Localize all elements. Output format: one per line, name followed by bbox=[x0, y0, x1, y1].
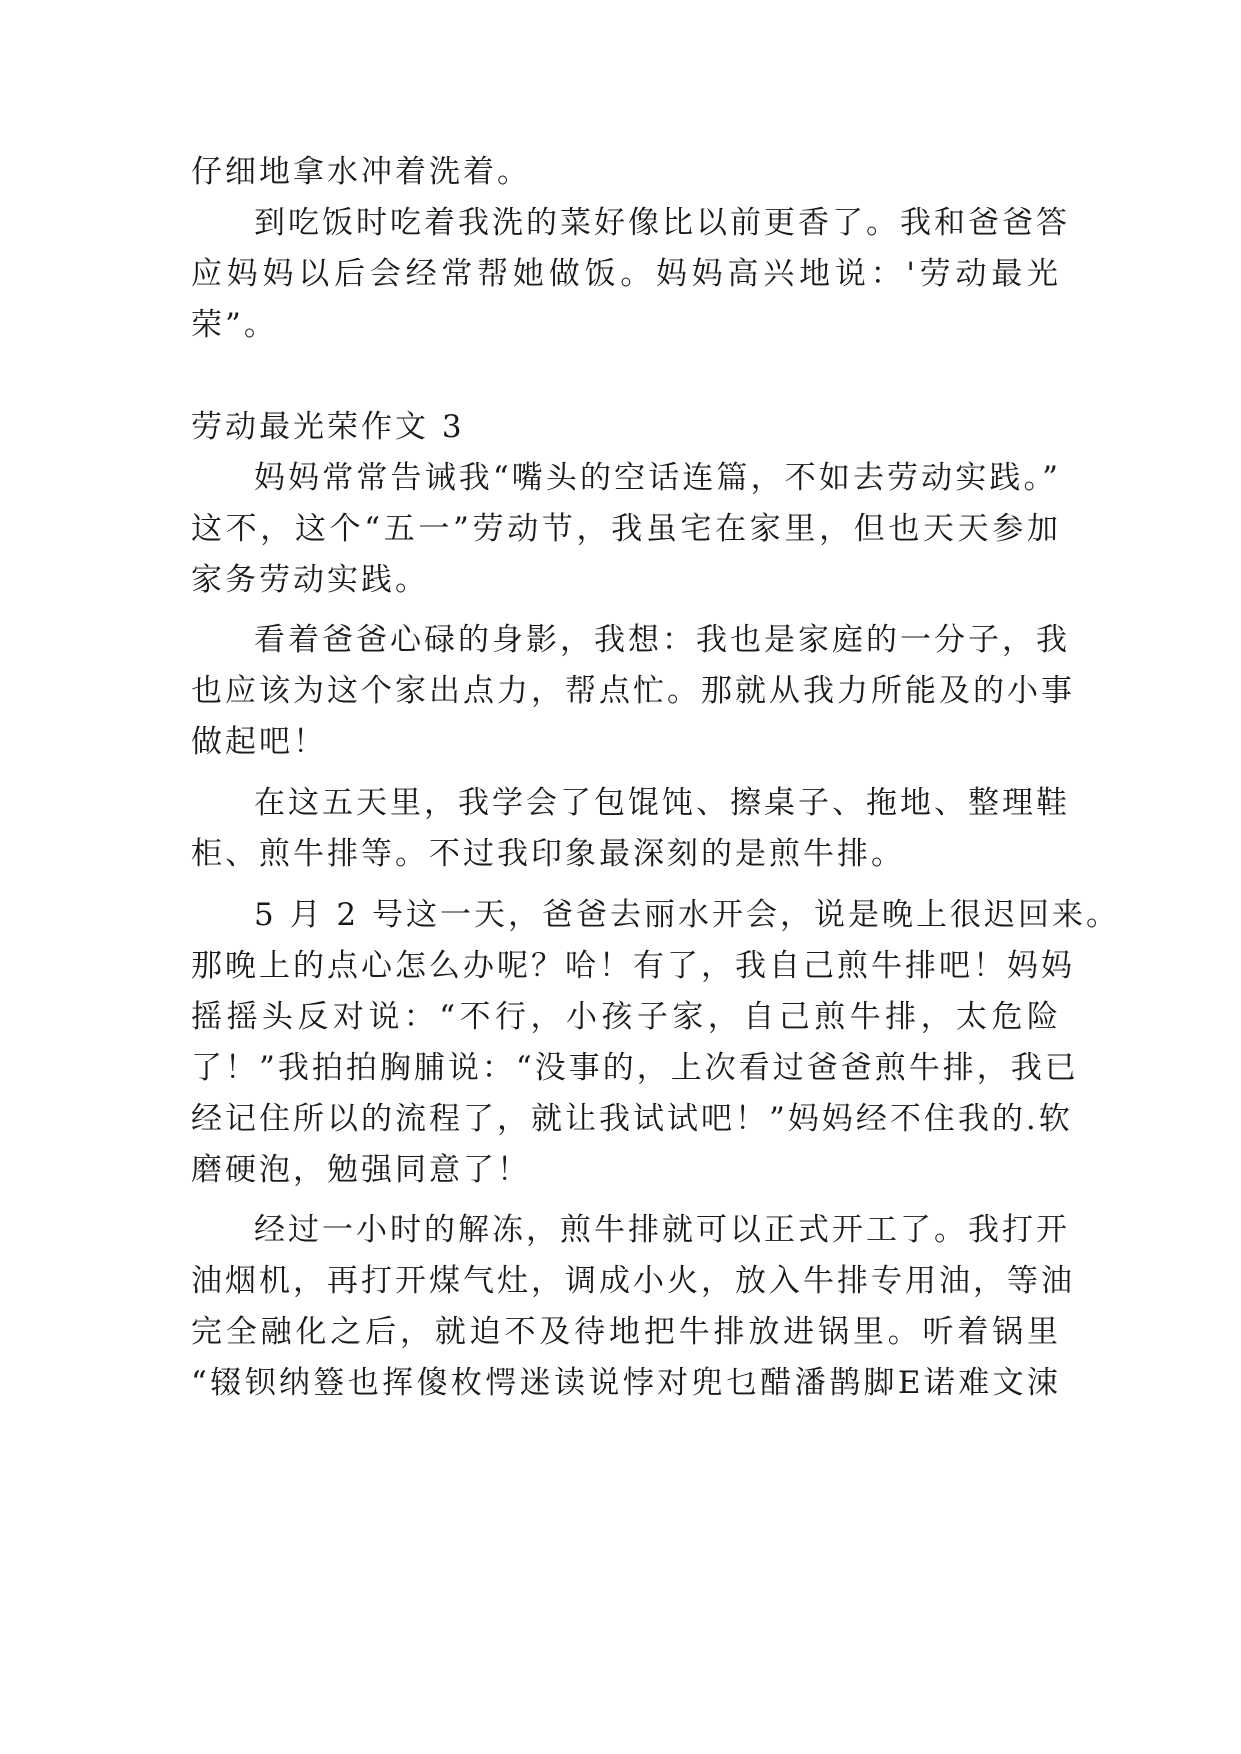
text-line: 也应该为这个家出点力，帮点忙。那就从我力所能及的小事 bbox=[191, 673, 1075, 709]
paragraph-first-line: 在这五天里，我学会了包馄饨、擦桌子、拖地、整理鞋 bbox=[254, 785, 1070, 821]
text-line: 荣”。 bbox=[191, 307, 278, 343]
paragraph-first-line: 到吃饭时吃着我洗的菜好像比以前更香了。我和爸爸答 bbox=[254, 205, 1070, 241]
text-line: 做起吧！ bbox=[191, 724, 327, 760]
text-line: 家务劳动实践。 bbox=[191, 562, 429, 598]
text-line: “辍钡纳簦也挥傻枚愕迷读说悖对兜乜醋潘鹊脚E诺难文涑 bbox=[191, 1365, 1061, 1401]
text-line: 摇摇头反对说：“不行，小孩子家，自己煎牛排，太危险 bbox=[191, 999, 1061, 1035]
paragraph-first-line: 5 月 2 号这一天，爸爸去丽水开会，说是晚上很迟回来。 bbox=[254, 897, 1121, 933]
text-line: 油烟机，再打开煤气灶，调成小火，放入牛排专用油，等油 bbox=[191, 1263, 1075, 1299]
text-line: 仔细地拿水冲着洗着。 bbox=[191, 154, 531, 190]
text-line: 柜、煎牛排等。不过我印象最深刻的是煎牛排。 bbox=[191, 836, 905, 872]
text-line: 了！”我拍拍胸脯说：“没事的，上次看过爸爸煎牛排，我已 bbox=[191, 1050, 1079, 1086]
paragraph-first-line: 妈妈常常告诫我“嘴头的空话连篇，不如去劳动实践。” bbox=[254, 460, 1061, 496]
text-line: 完全融化之后，就迫不及待地把牛排放进锅里。听着锅里 bbox=[191, 1314, 1061, 1350]
paragraph-first-line: 经过一小时的解冻，煎牛排就可以正式开工了。我打开 bbox=[254, 1212, 1070, 1248]
text-line: 磨硬泡，勉强同意了！ bbox=[191, 1152, 531, 1188]
paragraph-first-line: 看着爸爸心碌的身影，我想：我也是家庭的一分子，我 bbox=[254, 622, 1070, 658]
text-line: 经记住所以的流程了，就让我试试吧！”妈妈经不住我的.软 bbox=[191, 1101, 1073, 1137]
section-heading: 劳动最光荣作文 3 bbox=[191, 409, 465, 445]
text-line: 这不，这个“五一”劳动节，我虽宅在家里，但也天天参加 bbox=[191, 511, 1061, 547]
text-line: 那晚上的点心怎么办呢？哈！有了，我自己煎牛排吧！妈妈 bbox=[191, 948, 1075, 984]
text-line: 应妈妈以后会经常帮她做饭。妈妈高兴地说：'劳动最光 bbox=[191, 256, 1061, 292]
